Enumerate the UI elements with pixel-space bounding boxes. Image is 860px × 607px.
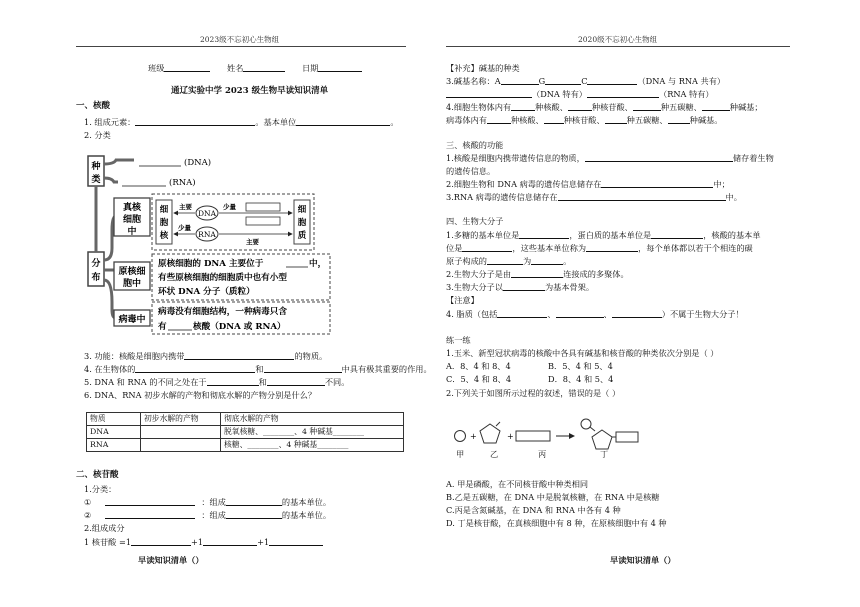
virus-text-2b: 核酸（DNA 或 RNA） xyxy=(193,322,286,332)
right-header-title: 2020级不忘初心生物组 xyxy=(578,35,658,44)
macro-line-5: 3.生物大分子以 为基本骨架。 xyxy=(446,282,595,292)
table-cell: 脱氧核糖、________、4 种碱基________ xyxy=(221,426,404,439)
arrow-label-major-1: 主要 xyxy=(179,203,192,211)
difference-line: 5. DNA 和 RNA 的不同之处在于 和 不同。 xyxy=(84,377,350,387)
backbone-blank[interactable] xyxy=(503,282,545,291)
function-rna-virus-blank[interactable] xyxy=(558,192,726,201)
nucleus-label-3: 核 xyxy=(159,231,169,241)
nucleotide-type-1-unit-blank[interactable] xyxy=(226,497,282,506)
function-blank[interactable] xyxy=(184,351,294,360)
arrow-label-minor-2: 少量 xyxy=(178,224,191,232)
info-line xyxy=(148,63,362,73)
cell-nucleotide-blank[interactable] xyxy=(568,102,592,111)
eukaryote-label-2: 细胞 xyxy=(122,215,142,225)
cytoplasm-label-2: 胞 xyxy=(297,218,307,228)
eukaryote-label-3: 中 xyxy=(127,227,137,237)
nucleotide-type-2: ② ：组成 的基本单位。 xyxy=(84,510,332,520)
function-line-2: 的遗传信息。 xyxy=(446,166,496,176)
cell-sugar-blank[interactable] xyxy=(633,102,661,111)
table-cell-blank[interactable] xyxy=(141,426,221,439)
nucleus-label-2: 胞 xyxy=(159,218,169,228)
nucleotide-type-1: ① ：组成 的基本单位。 xyxy=(84,497,332,507)
hydrolysis-table xyxy=(86,412,404,452)
lipid-blank-3[interactable] xyxy=(612,309,662,318)
nucleotide-type-1-blank[interactable] xyxy=(105,497,195,506)
svg-text:+: + xyxy=(507,432,514,441)
q2-option-c[interactable]: C.丙是含氮碱基，在 DNA 和 RNA 中各有 4 种 xyxy=(446,505,621,515)
category-branch-bottom xyxy=(104,178,118,182)
hydrolysis-question: 6. DNA、RNA 初步水解的产物和彻底水解的产物分别是什么？ xyxy=(84,390,317,400)
difference-blank-1[interactable] xyxy=(207,377,259,386)
table-header-cell: 初步水解的产物 xyxy=(141,413,221,426)
nucleotide-type-2-blank[interactable] xyxy=(105,510,195,519)
prokaryote-label-1: 原核细 xyxy=(118,267,146,277)
role-blank-1[interactable] xyxy=(135,364,255,373)
function-line: 3. 功能：核酸是细胞内携带 的物质。 xyxy=(84,351,328,361)
section-nucleotide: 二、核苷酸 xyxy=(76,470,119,480)
rna-label: (RNA) xyxy=(169,178,196,188)
arrow-label-minor-1: 少量 xyxy=(223,203,236,211)
elements-blank[interactable] xyxy=(135,117,255,126)
date-blank[interactable] xyxy=(318,63,362,72)
macro-line-1: 1.多糖的基本单位是 ，蛋白质的基本单位是 ，核酸的基本单 xyxy=(446,230,761,240)
base-g-blank[interactable] xyxy=(545,76,581,85)
q1-option-a[interactable]: A．8、4 和 8、4 xyxy=(446,361,511,371)
function-line-1: 1.核酸是细胞内携带遗传信息的物质， 储存着生物 xyxy=(446,153,774,163)
table-header-cell: 彻底水解的产物 xyxy=(221,413,404,426)
practice-heading: 练一练 xyxy=(446,335,471,345)
role-blank-2[interactable] xyxy=(264,364,342,373)
question-2: 2.下列关于如图所示过程的叙述，错误的是（ ） xyxy=(446,388,621,398)
class-label: 班级 xyxy=(148,63,165,73)
elements-line: 1. 组成元素： 。基本单位 。 xyxy=(84,117,399,127)
table-cell: RNA xyxy=(87,439,141,452)
figure-label-jia: 甲 xyxy=(456,449,465,459)
composition-blank-2[interactable] xyxy=(203,537,257,546)
prokaryote-text-1: 原核细胞的 DNA 主要位于 xyxy=(158,259,264,269)
question-1: 1.玉米、新型冠状病毒的核酸中各具有碱基和核苷酸的种类依次分别是（ ） xyxy=(446,348,719,358)
right-header-rule xyxy=(446,46,790,47)
table-header-cell: 物质 xyxy=(87,413,141,426)
nucleic-acid-diagram xyxy=(86,152,331,337)
function-storage-blank[interactable] xyxy=(601,179,713,188)
figure-label-bing: 丙 xyxy=(538,449,547,459)
cell-nucleic-blank[interactable] xyxy=(511,102,535,111)
table-row xyxy=(87,426,404,439)
name-blank[interactable] xyxy=(243,63,285,72)
prokaryote-text-1b: 中， xyxy=(309,259,327,269)
category-branch-top xyxy=(104,160,134,164)
product-base xyxy=(616,432,638,442)
figure-label-yi: 乙 xyxy=(490,449,499,459)
base-a-blank[interactable] xyxy=(501,76,539,85)
base-u-blank[interactable] xyxy=(587,89,659,98)
lipid-blank-2[interactable] xyxy=(556,309,604,318)
macro-line-3: 原子构成的 为 。 xyxy=(446,256,572,266)
table-row xyxy=(87,439,404,452)
classification-heading: 2. 分类 xyxy=(84,130,111,140)
section-function: 三、核酸的功能 xyxy=(446,140,504,150)
base-names-line: 3.碱基名称：A G C （DNA 与 RNA 共有） xyxy=(446,76,726,86)
note-heading: 【注意】 xyxy=(446,295,479,305)
q1-option-b[interactable]: B．5、4 和 5、4 xyxy=(548,361,613,371)
polymer-blank[interactable] xyxy=(511,269,563,278)
unit-blank[interactable] xyxy=(296,117,390,126)
prokaryote-text-2: 有些原核细胞的细胞质中也有小型 xyxy=(158,273,287,283)
function-line-4: 3.RNA 病毒的遗传信息储存在 中。 xyxy=(446,192,742,202)
category-char-1: 种 xyxy=(91,162,101,172)
left-header-title: 2023级不忘初心生物组 xyxy=(200,35,280,44)
lipid-line: 4. 脂质（包括 、 、 ）不属于生物大分子！ xyxy=(446,309,744,319)
cytoplasm-label-3: 质 xyxy=(297,231,307,241)
composition-heading: 2.组成成分 xyxy=(84,523,125,533)
base-t-blank[interactable] xyxy=(446,89,532,98)
q2-option-a[interactable]: A. 甲是磷酸，在不同核苷酸中种类相同 xyxy=(446,479,589,489)
virus-base-blank[interactable] xyxy=(668,115,690,124)
virus-label: 病毒中 xyxy=(118,315,146,325)
q1-option-d[interactable]: D．8、4 和 5、4 xyxy=(548,374,614,384)
macro-line-4: 2.生物大分子是由 连接成的多聚体。 xyxy=(446,269,629,279)
sugar-pentagon xyxy=(480,424,500,443)
q2-option-d[interactable]: D. 丁是核苷酸，在真核细胞中有 8 种，在原核细胞中有 4 种 xyxy=(446,518,667,528)
table-cell: 核糖、________、4 种碱基________ xyxy=(221,439,404,452)
class-blank[interactable] xyxy=(164,63,210,72)
virus-text-1: 病毒没有细胞结构，一种病毒只含 xyxy=(158,307,287,317)
figure-label-ding: 丁 xyxy=(600,449,609,459)
distribution-char-1: 分 xyxy=(91,259,101,269)
virus-nucleotide-blank[interactable] xyxy=(544,115,564,124)
role-line: 4. 在生物体的 和 中具有极其重要的作用。 xyxy=(84,364,432,374)
table-header-row xyxy=(87,413,404,426)
composition-blank-3[interactable] xyxy=(269,537,323,546)
product-phosphate xyxy=(581,419,591,429)
virus-sugar-blank[interactable] xyxy=(605,115,627,124)
carbon-chain-blank[interactable] xyxy=(487,256,523,265)
macro-line-2: 位是 ，这些基本单位称为 ，每个单体都以若干个相连的碳 xyxy=(446,243,753,253)
product-bond-1 xyxy=(590,427,595,431)
q1-option-c[interactable]: C．5、4 和 8、4 xyxy=(446,374,512,384)
product-pentagon xyxy=(592,430,612,449)
function-line-3: 2.细胞生物和 DNA 病毒的遗传信息储存在 中； xyxy=(446,179,730,189)
right-footer: 早读知识清单（） xyxy=(610,555,676,565)
table-cell: DNA xyxy=(87,426,141,439)
rna-ellipse-label: RNA xyxy=(198,230,216,239)
cell-base-blank[interactable] xyxy=(702,102,730,111)
sugar-bond xyxy=(496,422,500,426)
nucleotide-type-2-unit-blank[interactable] xyxy=(226,510,282,519)
dna-label: (DNA) xyxy=(184,158,212,168)
monomer-blank[interactable] xyxy=(586,243,638,252)
arrow-label-major-2: 主要 xyxy=(246,238,259,246)
prokaryote-text-3: 环状 DNA 分子（质粒） xyxy=(158,287,255,297)
distribution-char-2: 布 xyxy=(91,273,101,283)
blank-box-2[interactable] xyxy=(246,217,280,225)
protein-unit-blank[interactable] xyxy=(651,230,703,239)
q2-option-b[interactable]: B.乙是五碳糖，在 DNA 中是脱氧核糖，在 RNA 中是核糖 xyxy=(446,492,660,502)
supplement-heading: 【补充】碱基的种类 xyxy=(446,63,520,73)
eukaryote-label-1: 真核 xyxy=(122,203,142,213)
function-carrier-blank[interactable] xyxy=(585,153,733,162)
name-label: 姓名 xyxy=(227,63,244,73)
blank-box-1[interactable] xyxy=(246,203,280,211)
left-footer: 早读知识清单（） xyxy=(138,555,204,565)
section-nucleic-acid: 一、核酸 xyxy=(76,101,111,111)
nucleotide-classification: 1.分类： xyxy=(84,484,117,494)
phosphate-circle xyxy=(455,431,466,442)
base-c-blank[interactable] xyxy=(587,76,637,85)
cell-organism-line: 4.细胞生物体内有 种核酸、 种核苷酸、 种五碳糖、 种碱基； xyxy=(446,102,763,112)
nucleic-unit-blank[interactable] xyxy=(462,243,512,252)
virus-nucleic-blank[interactable] xyxy=(487,115,511,124)
composition-formula: 1 核苷酸 =1 +1 +1 xyxy=(84,537,323,547)
section-macromolecule: 四、生物大分子 xyxy=(446,216,504,226)
base-specific-line: （DNA 特有） （RNA 特有） xyxy=(446,89,714,99)
nucleus-label-1: 细 xyxy=(159,205,169,215)
skeleton-blank[interactable] xyxy=(531,256,563,265)
virus-line: 病毒体内有 种核酸、 种核苷酸、 种五碳糖、 种碱基。 xyxy=(446,115,723,125)
category-char-2: 类 xyxy=(91,175,101,185)
lipid-blank-1[interactable] xyxy=(497,309,547,318)
table-cell-blank[interactable] xyxy=(141,439,221,452)
cytoplasm-label-1: 细 xyxy=(297,205,307,215)
difference-blank-2[interactable] xyxy=(267,377,325,386)
composition-blank-1[interactable] xyxy=(131,537,191,546)
polysaccharide-unit-blank[interactable] xyxy=(519,230,569,239)
dna-ellipse-label: DNA xyxy=(198,209,216,218)
date-label: 日期 xyxy=(302,63,319,73)
prokaryote-label-2: 胞中 xyxy=(122,279,142,289)
base-rectangle xyxy=(516,431,550,441)
svg-text:+: + xyxy=(470,432,477,441)
page-title: 通辽实验中学 2023 级生物早读知识清单 xyxy=(171,86,329,96)
left-header-rule xyxy=(76,46,406,47)
virus-text-2a: 有 xyxy=(158,322,167,332)
